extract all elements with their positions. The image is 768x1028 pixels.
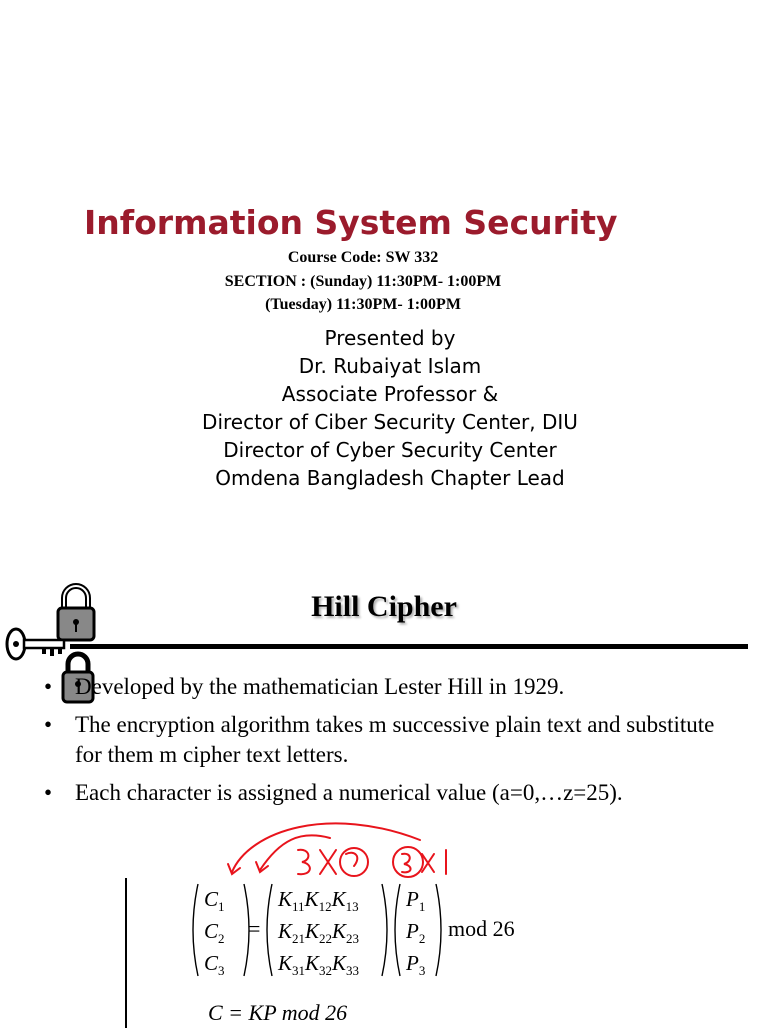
bullet-text: Developed by the mathematician Lester Hill in 1929. xyxy=(75,674,565,699)
list-item xyxy=(44,710,744,770)
mod-label: mod 26 xyxy=(448,916,515,941)
bullet-text: The encryption algorithm takes m successive plain text and substitute for them m cipher text letters. xyxy=(75,712,715,767)
list-item xyxy=(44,778,744,808)
course-code: Course Code: SW 332 xyxy=(287,249,439,266)
presenter-role-1: Director of Ciber Security Center, DIU xyxy=(202,410,578,434)
presenter-title: Associate Professor & xyxy=(281,382,499,406)
svg-text:K21K22K23: $K_{21}K_{22}K_{23}$ xyxy=(278,919,360,946)
svg-text:C3: $C_3$ xyxy=(204,951,225,978)
presenter-line: Presented by xyxy=(324,326,456,350)
bullet-list xyxy=(44,672,744,816)
svg-text:K31K32K33: $K_{31}K_{32}K_{33}$ xyxy=(278,951,360,978)
bullet-mark: • xyxy=(44,780,53,805)
svg-text:K11K12K13: $K_{11}K_{12}K_{13}$ xyxy=(278,887,359,914)
equals-sign: = xyxy=(248,916,261,941)
section-line-2: (Tuesday) 11:30PM- 1:00PM xyxy=(265,296,461,313)
section-line-1: SECTION : (Sunday) 11:30PM- 1:00PM xyxy=(224,273,502,290)
svg-text:P3: $P_3$ xyxy=(406,951,426,978)
svg-text:C1: $C_1$ xyxy=(204,887,225,914)
svg-text:P1: $P_1$ xyxy=(406,887,426,914)
svg-text:P2: $P_2$ xyxy=(406,919,426,946)
matrix-equation xyxy=(186,876,536,986)
presentation-title: Information System Security xyxy=(84,203,618,242)
slide-hill-cipher xyxy=(0,560,768,1024)
presenter-name: Dr. Rubaiyat Islam xyxy=(298,354,482,378)
short-equation: C = KP mod 26 xyxy=(208,1000,348,1025)
list-item xyxy=(44,672,744,702)
presenter-role-3: Omdena Bangladesh Chapter Lead xyxy=(215,466,565,490)
key-icon xyxy=(4,624,66,664)
bullet-mark: • xyxy=(44,712,53,737)
heading-divider xyxy=(70,644,748,649)
slide-heading: Hill Cipher xyxy=(311,590,457,623)
presenter-role-2: Director of Cyber Security Center xyxy=(223,438,557,462)
svg-text:C2: $C_2$ xyxy=(204,919,225,946)
margin-line xyxy=(125,878,127,1028)
bullet-mark: • xyxy=(44,674,53,699)
bullet-text: Each character is assigned a numerical value (a=0,…z=25). xyxy=(75,780,623,805)
